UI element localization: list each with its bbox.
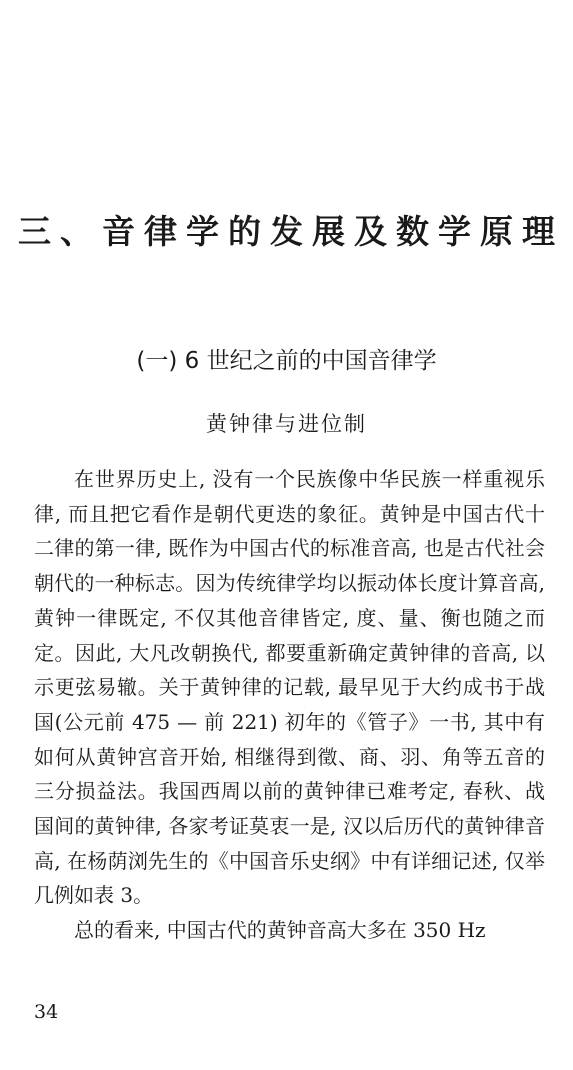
paragraph-2: 总的看来, 中国古代的黄钟音高大多在 350 Hz	[74, 918, 486, 943]
page-number: 34	[34, 1001, 59, 1023]
subsection-title: 黄钟律与进位制	[206, 412, 367, 436]
paragraph-1: 在世界历史上, 没有一个民族像中华民族一样重视乐律, 而且把它看作是朝代更迭的象征。黄钟是中国古代十二律的第一律, 既作为中国古代的标准音高, 也是古代社会朝代的一种标志。因为传统律学均以振动体长度计算音高, 黄钟一律既定, 不仅其他音律皆定, 度、量、衡也随之而定。因此, 大凡改朝换代, 都要重新确定黄钟律的音高, 以示更弦易辙。关于黄钟律的记载, 最早见于大约成书于战国(公元前 475 — 前 221) 初年的《管子》一书, 其中有如何从黄钟宫音开始, 相继得到徵、商、羽、角等五音的三分损益法。我国西周以前的黄钟律已难考定, 春秋、战国间的黄钟律, 各家考证莫衷一是, 汉以后历代的黄钟律音高, 在杨荫浏先生的《中国音乐史纲》中有详细记述, 仅举几例如表 3。	[34, 467, 545, 908]
body-text	[34, 462, 545, 948]
chapter-title: 三、音律学的发展及数学原理	[18, 212, 564, 251]
section-title: (一) 6 世纪之前的中国音律学	[136, 348, 437, 374]
